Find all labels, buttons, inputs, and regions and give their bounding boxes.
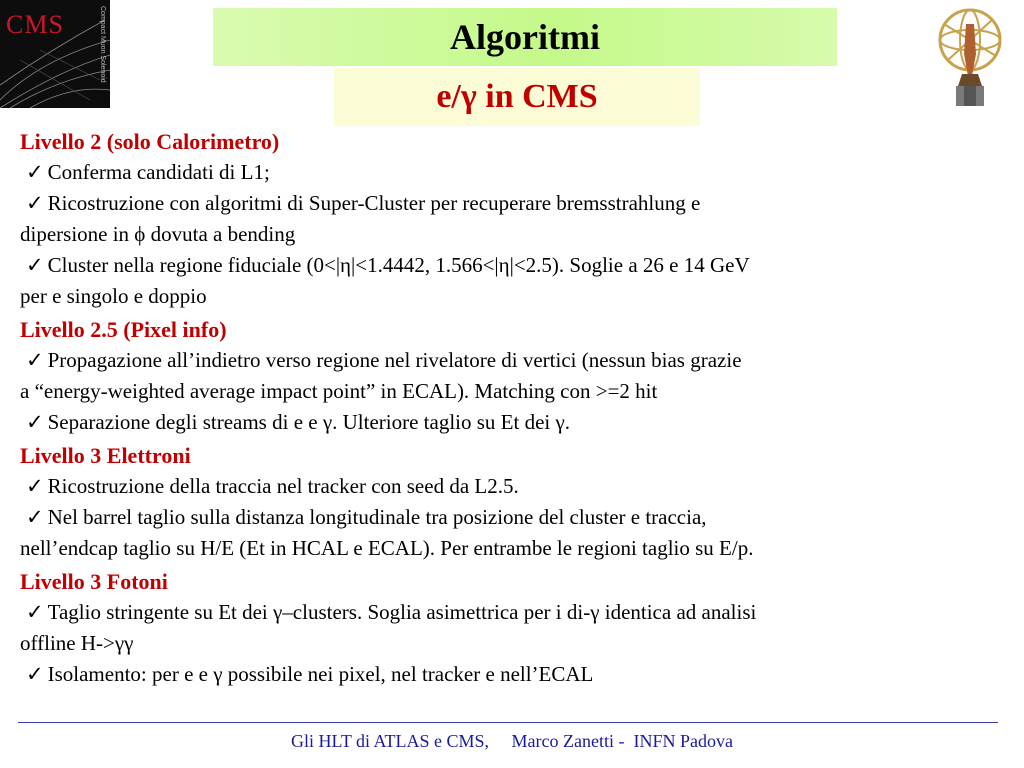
bullet-text: Nel barrel taglio sulla distanza longitudinale tra posizione del cluster e traccia, xyxy=(47,505,707,529)
bullet-text: Ricostruzione della traccia nel tracker con seed da L2.5. xyxy=(47,474,519,498)
section-title: Livello 2 (solo Calorimetro) xyxy=(20,129,280,154)
bullet-text: Ricostruzione con algoritmi di Super-Cluster per recuperare bremsstrahlung e xyxy=(47,191,701,215)
cms-logo xyxy=(0,0,110,108)
check-icon: ✓ xyxy=(26,662,44,686)
check-icon: ✓ xyxy=(26,160,44,184)
check-icon: ✓ xyxy=(26,191,44,215)
atlas-logo xyxy=(934,4,1006,108)
footer-left-text: Gli HLT di ATLAS e CMS, xyxy=(291,731,490,751)
footer xyxy=(0,731,1024,752)
cms-logo-vertical-text: Compact Muon Solenoid xyxy=(99,6,106,83)
bullet-item xyxy=(20,250,1010,312)
bullet-item xyxy=(20,597,1010,659)
check-icon: ✓ xyxy=(26,410,44,434)
bullet-text: Propagazione all’indietro verso regione nel rivelatore di vertici (nessun bias grazie xyxy=(47,348,742,372)
bullet-item xyxy=(20,157,1010,188)
bullet-text-continued: offline H->γγ xyxy=(20,631,134,655)
check-icon: ✓ xyxy=(26,600,44,624)
bullet-item xyxy=(20,659,1010,690)
bullet-text-continued: a “energy-weighted average impact point” in ECAL). Matching con >=2 hit xyxy=(20,379,658,403)
slide-title: Algoritmi xyxy=(450,17,600,57)
section-livello-2-5 xyxy=(20,314,1010,438)
cms-logo-text: CMS xyxy=(6,10,64,39)
section-title: Livello 2.5 (Pixel info) xyxy=(20,317,227,342)
section-title: Livello 3 Fotoni xyxy=(20,569,168,594)
bullet-text-continued: per e singolo e doppio xyxy=(20,284,207,308)
footer-divider xyxy=(18,722,998,723)
bullet-item xyxy=(20,407,1010,438)
check-icon: ✓ xyxy=(26,474,44,498)
bullet-text: Cluster nella regione fiduciale (0<|η|<1.4442, 1.566<|η|<2.5). Soglie a 26 e 14 GeV xyxy=(47,253,750,277)
section-livello-3-fotoni xyxy=(20,566,1010,690)
section-title: Livello 3 Elettroni xyxy=(20,443,191,468)
section-livello-2 xyxy=(20,126,1010,312)
bullet-text-continued: dipersione in ϕ dovuta a bending xyxy=(20,222,296,246)
bullet-text: Isolamento: per e e γ possibile nei pixel, nel tracker e nell’ECAL xyxy=(47,662,594,686)
footer-right-text: Marco Zanetti - INFN Padova xyxy=(511,731,733,751)
bullet-item xyxy=(20,345,1010,407)
slide-title-bar xyxy=(213,8,837,66)
section-livello-3-elettroni xyxy=(20,440,1010,564)
check-icon: ✓ xyxy=(26,505,44,529)
slide-subtitle-bar xyxy=(334,68,700,126)
slide-content xyxy=(20,126,1010,692)
check-icon: ✓ xyxy=(26,348,44,372)
bullet-item xyxy=(20,188,1010,250)
atlas-figure-icon xyxy=(934,4,1006,108)
bullet-text: Conferma candidati di L1; xyxy=(47,160,270,184)
check-icon: ✓ xyxy=(26,253,44,277)
bullet-text: Taglio stringente su Et dei γ–clusters. Soglia asimettrica per i di-γ identica ad analisi xyxy=(47,600,757,624)
bullet-text: Separazione degli streams di e e γ. Ulteriore taglio su Et dei γ. xyxy=(47,410,571,434)
bullet-item xyxy=(20,471,1010,502)
slide-subtitle: e/γ in CMS xyxy=(436,78,598,115)
bullet-text-continued: nell’endcap taglio su H/E (Et in HCAL e ECAL). Per entrambe le regioni taglio su E/p. xyxy=(20,536,754,560)
bullet-item xyxy=(20,502,1010,564)
